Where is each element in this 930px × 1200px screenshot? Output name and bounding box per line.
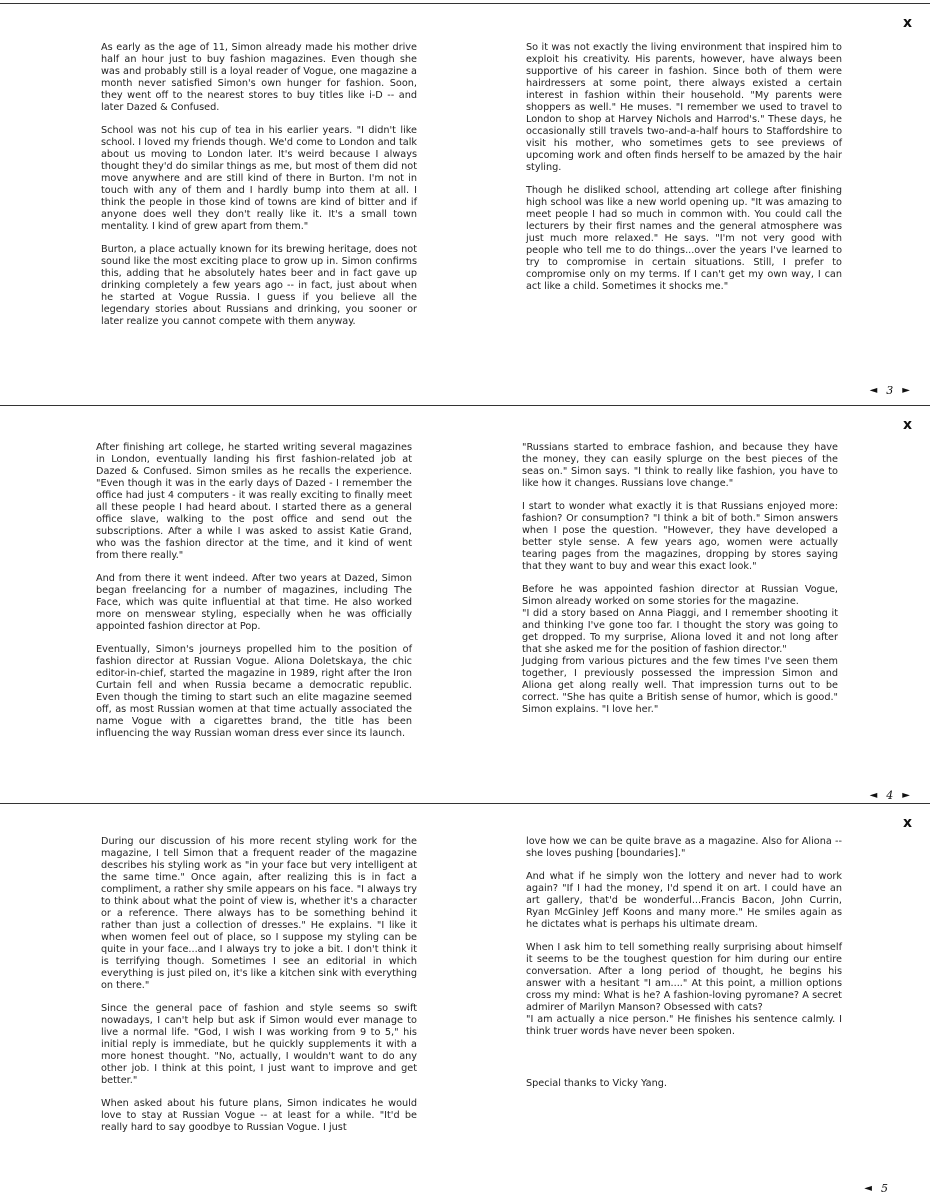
next-page-arrow-icon[interactable]: ►: [902, 385, 910, 396]
paragraph: "Russians started to embrace fashion, and because they have the money, they can easily splurge on the best pieces of the seas on." Simon says. "I think to really like fashion, you have to like how it changes. Russians love change.": [522, 442, 838, 489]
paragraph: Eventually, Simon's journeys propelled him to the position of fashion director at Russian Vogue. Aliona Doletskaya, the chic editor-in-chief, started the magazine in 1989, right after the Iron Curtain fell and when Russia became a democratic republic. Even though the timing to start such an elite magazine seemed off, as most Russian women at that time actually associated the name Vogue with a cigarettes brand, the title has been influencing the way Russian woman dress ever since its launch.: [96, 644, 412, 739]
right-column: [522, 442, 838, 727]
close-button[interactable]: x: [902, 15, 912, 31]
page-number: 4: [886, 789, 894, 802]
paragraph: When I ask him to tell something really surprising about himself it seems to be the toughest question for him during our entire conversation. After a long period of thought, he begins his answer with a hesitant "I am...." At this point, a million options cross my mind: What is he? A fashion-loving pyromane? A secret admirer of Marilyn Manson? Obsessed with cats? "I am actually a nice person." He finishes his sentence calmly. I think truer words have never been spoken.: [526, 942, 842, 1037]
next-page-arrow-icon[interactable]: ►: [902, 790, 910, 801]
paragraph: During our discussion of his more recent styling work for the magazine, I tell Simon that a frequent reader of the magazine describes his styling work as "in your face but very intelligent at the same time." Once again, after realizing this is in fact a compliment, a rather shy smile appears on his face. "I always try to think about what the point of view is, whether it's a character or a reference. There always has to be something behind it rather than just a collection of dresses." He explains. "I like it when women feel out of place, so I suppose my styling can be quite in your face...and I always try to joke a bit. I don't think it is terrifying though. Sometimes I see an editorial in which everything is just piled on, it's like a kitchen sink with everything on there.": [101, 836, 417, 991]
prev-page-arrow-icon[interactable]: ◄: [869, 385, 878, 396]
left-column: [96, 442, 412, 751]
right-column: [526, 42, 842, 304]
paragraph: When asked about his future plans, Simon indicates he would love to stay at Russian Vogue -- at least for a while. "It'd be really hard to say goodbye to Russian Vogue. I just: [101, 1098, 417, 1133]
left-column: [101, 42, 417, 339]
prev-page-arrow-icon[interactable]: ◄: [869, 790, 878, 801]
paragraph: After finishing art college, he started writing several magazines in London, eventually landing his first fashion-related job at Dazed & Confused. Simon smiles as he recalls the experience. "Even though it was in the early days of Dazed - I remember the office had just 4 computers - it was really exciting to finally meet all these people I had heard about. I started there as a general office slave, walking to the post office and send out the subscriptions. After a while I was asked to assist Katie Grand, who was the fashion director at the time, and it kind of went from there really.": [96, 442, 412, 561]
paragraph: Though he disliked school, attending art college after finishing high school was like a new world opening up. "It was amazing to meet people I had so much in common with. You could call the lecturers by their first names and the general atmosphere was just much more relaxed." He says. "I'm not very good with people who tell me to do things...over the years I've learned to try to compromise in certain situations. Still, I prefer to compromise only on my terms. If I can't get my own way, I can act like a child. Sometimes it shocks me.": [526, 185, 842, 292]
page-spread-4: [0, 405, 930, 803]
paragraph: And what if he simply won the lottery and never had to work again? "If I had the money, I'd spend it on art. I could have an art gallery, that'd be wonderful...Francis Bacon, John Currin, Ryan McGinley Jeff Koons and many more." He smiles again as he dictates what is perhaps his ultimate dream.: [526, 871, 842, 930]
page-spread-3: [0, 3, 930, 405]
paragraph: So it was not exactly the living environment that inspired him to exploit his creativity. His parents, however, have always been supportive of his career in fashion. Since both of them were hairdressers at some point, there always existed a certain interest in fashion within their household. "My parents were shoppers as well." He muses. "I remember we used to travel to London to shop at Harvey Nichols and Harrod's." These days, he occasionally still travels two-and-a-half hours to Staffordshire to visit his mother, who sometimes gets to see previews of upcoming work and often finds herself to be amazed by the hair styling.: [526, 42, 842, 173]
page-number: 3: [886, 384, 894, 397]
page-spread-5: [0, 803, 930, 1200]
paragraph: Before he was appointed fashion director at Russian Vogue, Simon already worked on some stories for the magazine. "I did a story based on Anna Piaggi, and I remember shooting it and thinking I've gone too far. I thought the story was going to get dropped. To my surprise, Aliona loved it and not long after that she asked me for the position of fashion director." Judging from various pictures and the few times I've seen them together, I previously possessed the impression Simon and Aliona get along really well. That impression turns out to be correct. "She has quite a British sense of humor, which is good." Simon explains. "I love her.": [522, 584, 838, 715]
paragraph: Burton, a place actually known for its brewing heritage, does not sound like the most exciting place to grow up in. Simon confirms this, adding that he absolutely hates beer and in fact gave up drinking completely a few years ago -- in fact, just about when he started at Vogue Russia. I guess if you believe all the legendary stories about Russians and drinking, you sooner or later realize you cannot compete with them anyway.: [101, 244, 417, 327]
close-button[interactable]: x: [902, 417, 912, 433]
paragraph: Since the general pace of fashion and style seems so swift nowadays, I can't help but ask if Simon would ever manage to live a normal life. "God, I wish I was working from 9 to 5," his initial reply is immediate, but he quickly supplements it with a more honest thought. "No, actually, I wouldn't want to do any other job. I think at this point, I just want to improve and get better.": [101, 1003, 417, 1086]
page-navigation: [864, 1182, 888, 1195]
right-column: [526, 836, 842, 1101]
paragraph: I start to wonder what exactly it is that Russians enjoyed more: fashion? Or consumption? "I think a bit of both." Simon answers when I pose the question. "However, they have developed a better style sense. A few years ago, women were actually tearing pages from the magazines, dropping by stores saying that they want to buy and wear this exact look.": [522, 501, 838, 572]
left-column: [101, 836, 417, 1145]
paragraph: love how we can be quite brave as a magazine. Also for Aliona -- she loves pushing [boundaries].": [526, 836, 842, 859]
paragraph: As early as the age of 11, Simon already made his mother drive half an hour just to buy fashion magazines. Even though she was and probably still is a loyal reader of Vogue, one magazine a month never satisfied Simon's own hunger for fashion. Soon, they went off to the nearest stores to buy titles like i-D -- and later Dazed & Confused.: [101, 42, 417, 113]
paragraph: School was not his cup of tea in his earlier years. "I didn't like school. I loved my friends though. We'd come to London and talk about us moving to London later. It's weird because I always thought they'd do similar things as me, but most of them did not move anywhere and are still kind of there in Burton. I'm not in touch with any of them and I hardly bump into them at all. I think the people in those kind of towns are kind of bitter and if anyone does well they don't really like it. It's a small town mentality. I kind of grew apart from them.": [101, 125, 417, 232]
paragraph: And from there it went indeed. After two years at Dazed, Simon began freelancing for a number of magazines, including The Face, which was quite influential at that time. He also worked more on menswear styling, especially when he was officially appointed fashion director at Pop.: [96, 573, 412, 632]
close-button[interactable]: x: [902, 815, 912, 831]
page-number: 5: [881, 1182, 888, 1195]
page-navigation: [870, 384, 910, 397]
acknowledgement: Special thanks to Vicky Yang.: [526, 1078, 667, 1089]
prev-page-arrow-icon[interactable]: ◄: [864, 1183, 872, 1194]
page-navigation: [870, 789, 910, 802]
